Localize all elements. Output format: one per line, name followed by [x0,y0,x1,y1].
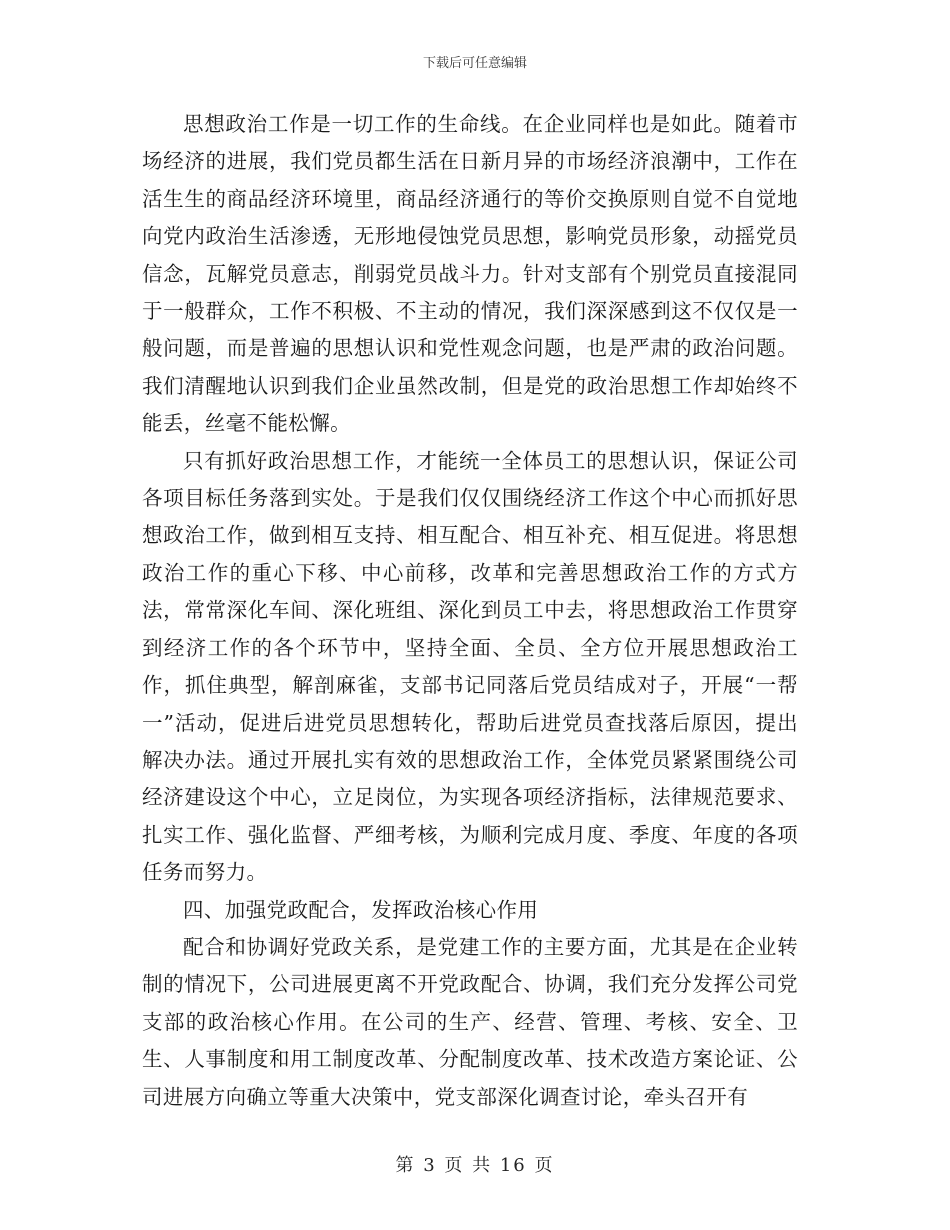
page-number: 第 3 页 共 16 页 [395,1155,555,1176]
body-text [142,106,798,1116]
section-heading: 四、加强党政配合，发挥政治核心作用 [183,897,539,922]
paragraph-ideological-work: 思想政治工作是一切工作的生命线。在企业同样也是如此。随着市场经济的进展，我们党员都生活在日新月异的市场经济浪潮中，工作在活生生的商品经济环境里，商品经济通行的等价交换原则自觉不自觉地向党内政治生活渗透，无形地侵蚀党员思想，影响党员形象，动摇党员信念，瓦解党员意志，削弱党员战斗力。针对支部有个别党员直接混同于一般群众，工作不积极、不主动的情况，我们深深感到这不仅仅是一般问题，而是普遍的思想认识和党性观念问题，也是严肃的政治问题。我们清醒地认识到我们企业虽然改制，但是党的政治思想工作却始终不能丢，丝毫不能松懈。 [142,112,798,436]
header-note: 下载后可任意编辑 [422,56,527,71]
paragraph-political-work: 只有抓好政治思想工作，才能统一全体员工的思想认识，保证公司各项目标任务落到实处。于是我们仅仅围绕经济工作这个中心而抓好思想政治工作，做到相互支持、相互配合、相互补充、相互促进。将思想政治工作的重心下移、中心前移，改革和完善思想政治工作的方式方法，常常深化车间、深化班组、深化到员工中去，将思想政治工作贯穿到经济工作的各个环节中，坚持全面、全员、全方位开展思想政治工作，抓住典型，解剖麻雀，支部书记同落后党员结成对子，开展“一帮一”活动，促进后进党员思想转化，帮助后进党员查找落后原因，提出解决办法。通过开展扎实有效的思想政治工作，全体党员紧紧围绕公司经济建设这个中心，立足岗位，为实现各项经济指标，法律规范要求、扎实工作、强化监督、严细考核，为顺利完成月度、季度、年度的各项任务而努力。 [142,448,798,885]
paragraph-party-coordination: 配合和协调好党政关系，是党建工作的主要方面，尤其是在企业转制的情况下，公司进展更离不开党政配合、协调，我们充分发挥公司党支部的政治核心作用。在公司的生产、经营、管理、考核、安全、卫生、人事制度和用工制度改革、分配制度改革、技术改造方案论证、公司进展方向确立等重大决策中，党支部深化调查讨论，牵头召开有 [142,934,798,1109]
